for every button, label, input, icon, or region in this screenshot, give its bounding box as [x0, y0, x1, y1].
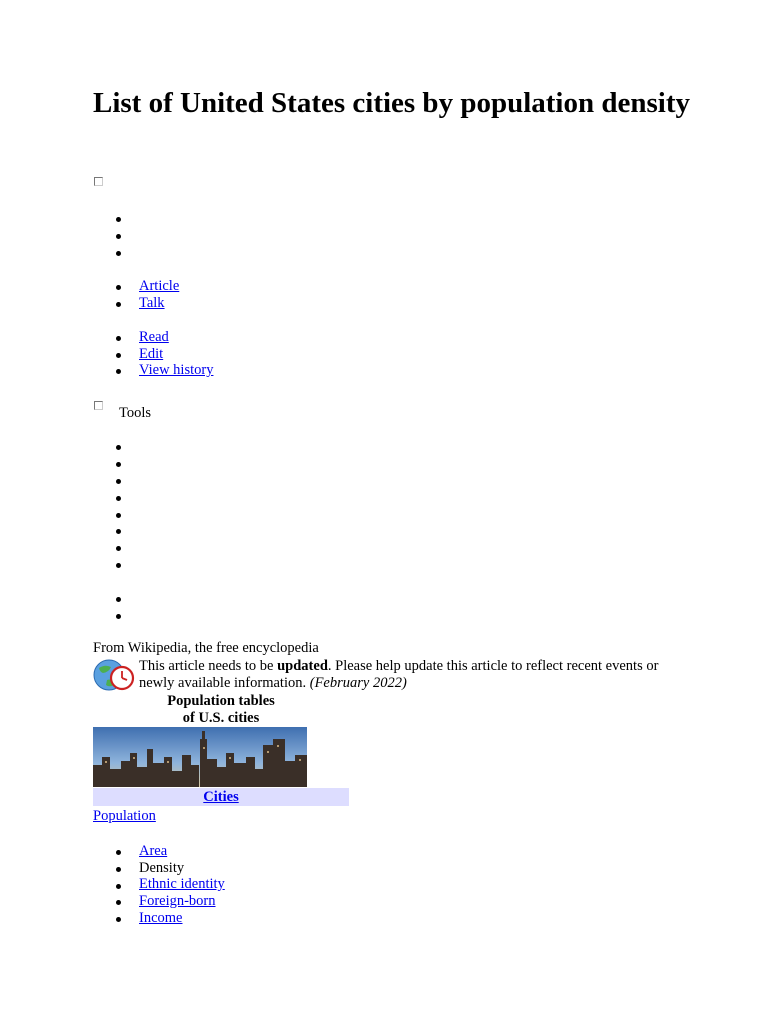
notice-suffix: . Please help update this article to reflect recent events or newly available information.	[139, 658, 659, 691]
tab-bullet	[116, 302, 121, 307]
notice-prefix: This article needs to be	[139, 658, 278, 674]
tools-checkbox[interactable]	[94, 401, 103, 410]
infobox-list-bullet	[116, 900, 121, 905]
tools-label[interactable]: Tools	[119, 405, 152, 421]
infobox-item-area[interactable]: Area	[139, 843, 168, 859]
tab-edit[interactable]: Edit	[139, 346, 164, 362]
notice-bold: updated	[277, 658, 328, 674]
empty-list-bullet	[116, 546, 121, 551]
infobox-list-bullet	[116, 850, 121, 855]
site-tagline: From Wikipedia, the free encyclopedia	[93, 640, 319, 656]
empty-list-bullet	[116, 217, 121, 222]
infobox-title-line1: Population tables	[167, 693, 275, 709]
view-bullet	[116, 369, 121, 374]
empty-list-bullet	[116, 597, 121, 602]
view-bullet	[116, 336, 121, 341]
main-menu-checkbox[interactable]	[94, 177, 103, 186]
empty-list-bullet	[116, 234, 121, 239]
tab-article[interactable]: Article	[139, 278, 180, 294]
view-bullet	[116, 353, 121, 358]
empty-list-bullet	[116, 462, 121, 467]
infobox-list-bullet	[116, 867, 121, 872]
infobox-list-bullet	[116, 917, 121, 922]
empty-list-bullet	[116, 479, 121, 484]
update-clock-globe-icon	[93, 658, 135, 692]
page-title: List of United States cities by population density	[93, 87, 690, 119]
empty-list-bullet	[116, 529, 121, 534]
infobox-item-foreign-born[interactable]: Foreign-born	[139, 893, 216, 909]
infobox-item-income[interactable]: Income	[139, 910, 183, 926]
tab-talk[interactable]: Talk	[139, 295, 165, 311]
empty-list-bullet	[116, 496, 121, 501]
tab-view-history[interactable]: View history	[139, 362, 214, 378]
tab-bullet	[116, 285, 121, 290]
city-skyline-image[interactable]	[93, 727, 307, 787]
empty-list-bullet	[116, 445, 121, 450]
cities-link[interactable]: Cities	[203, 789, 239, 805]
infobox-title-line2: of U.S. cities	[182, 710, 260, 726]
empty-list-bullet	[116, 251, 121, 256]
notice-date: (February 2022)	[309, 675, 407, 691]
infobox-item-ethnic-identity[interactable]: Ethnic identity	[139, 876, 225, 892]
infobox-section-cities	[93, 788, 349, 806]
infobox-item-density: Density	[139, 860, 185, 876]
tab-read[interactable]: Read	[139, 329, 169, 345]
empty-list-bullet	[116, 563, 121, 568]
update-notice	[139, 658, 659, 692]
empty-list-bullet	[116, 614, 121, 619]
infobox-list-bullet	[116, 884, 121, 889]
population-link[interactable]: Population	[93, 808, 156, 824]
infobox-title	[93, 693, 349, 727]
empty-list-bullet	[116, 513, 121, 518]
